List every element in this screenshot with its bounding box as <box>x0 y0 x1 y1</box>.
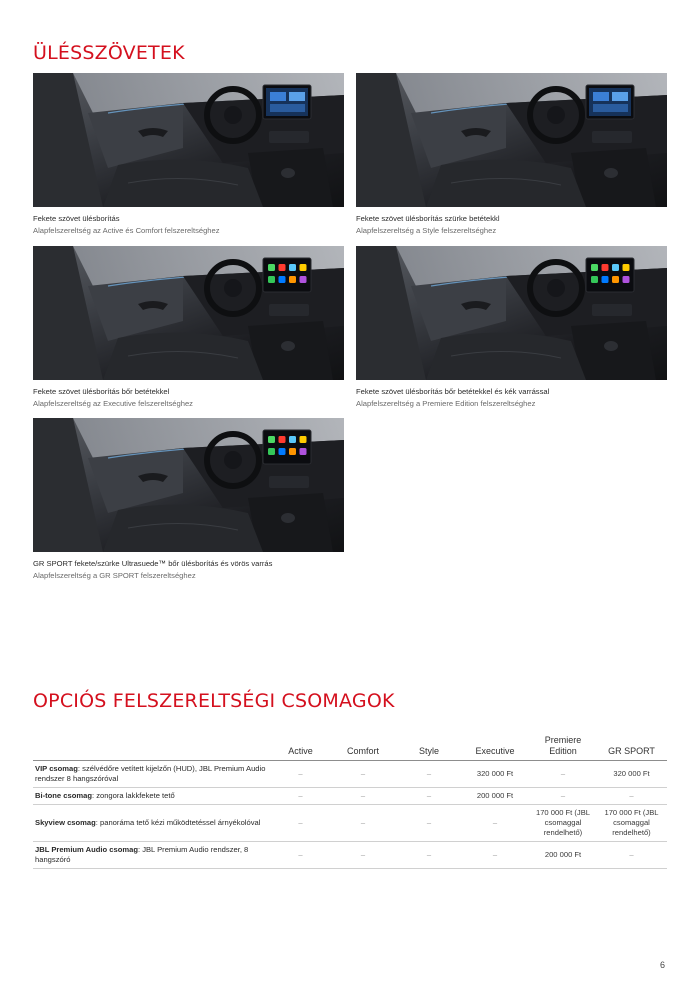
menu-tile-shape <box>593 92 609 101</box>
table-row <box>33 761 667 788</box>
packages-section-title: OPCIÓS FELSZERELTSÉGI CSOMAGOK <box>33 690 395 712</box>
package-name: Bi-tone csomag <box>35 791 92 800</box>
app-tile-shape <box>300 436 307 443</box>
seat-option-card <box>33 246 344 410</box>
package-name: VIP csomag <box>35 764 78 773</box>
seat-option-card <box>33 73 344 237</box>
package-description: : panoráma tető kézi működtetéssel árnyékolóval <box>95 818 261 827</box>
table-cell: 200 000 Ft <box>530 842 596 869</box>
gear-knob-shape <box>604 168 618 178</box>
app-tile-shape <box>612 264 619 271</box>
package-name: JBL Premium Audio csomag <box>35 845 138 854</box>
menu-bar-shape <box>593 104 628 112</box>
table-cell: – <box>273 788 328 805</box>
seat-option-subtitle: Alapfelszereltség a Premiere Edition felszereltséghez <box>356 399 536 408</box>
seat-option-name: Fekete szövet ülésborítás bőr betétekkel <box>33 387 170 396</box>
climate-control-shape <box>269 304 309 316</box>
app-tile-shape <box>612 276 619 283</box>
seat-option-name: Fekete szövet ülésborítás szürke betétekkl <box>356 214 500 223</box>
package-name-cell <box>33 805 273 842</box>
gear-knob-shape <box>604 341 618 351</box>
table-header-cell: Style <box>398 735 460 761</box>
table-row <box>33 805 667 842</box>
door-trim-shape <box>411 276 506 341</box>
interior-illustration <box>33 246 344 380</box>
app-tile-shape <box>289 448 296 455</box>
seat-option-name: Fekete szövet ülésborítás bőr betétekkel és kék varrással <box>356 387 550 396</box>
steering-hub-shape <box>224 106 242 124</box>
steering-hub-shape <box>224 451 242 469</box>
seat-shape <box>103 505 263 552</box>
menu-tile-shape <box>270 92 286 101</box>
gear-knob-shape <box>281 168 295 178</box>
seat-shape <box>426 160 586 207</box>
app-tile-shape <box>279 448 286 455</box>
interior-illustration <box>33 73 344 207</box>
app-tile-shape <box>268 436 275 443</box>
table-cell: – <box>328 805 398 842</box>
seats-section-title: ÜLÉSSZÖVETEK <box>33 42 185 64</box>
door-trim-shape <box>88 448 183 513</box>
seat-option-subtitle: Alapfelszereltség az Active és Comfort felszereltséghez <box>33 226 220 235</box>
interior-photo <box>33 418 344 552</box>
table-cell: – <box>398 805 460 842</box>
seat-option-card <box>356 73 667 237</box>
table-cell: – <box>530 788 596 805</box>
seat-option-subtitle: Alapfelszereltség az Executive felszereltséghez <box>33 399 193 408</box>
app-tile-shape <box>268 448 275 455</box>
table-cell: – <box>398 788 460 805</box>
table-row <box>33 842 667 869</box>
table-cell: – <box>328 842 398 869</box>
table-cell: 320 000 Ft <box>460 761 530 788</box>
table-row <box>33 788 667 805</box>
package-description: : zongora lakkfekete tető <box>91 791 175 800</box>
table-header-cell: Comfort <box>328 735 398 761</box>
package-name-cell <box>33 842 273 869</box>
app-tile-shape <box>623 276 630 283</box>
package-name: Skyview csomag <box>35 818 96 827</box>
seat-option-card <box>33 418 344 582</box>
menu-tile-shape <box>612 92 628 101</box>
app-tile-shape <box>300 276 307 283</box>
climate-control-shape <box>592 304 632 316</box>
infotainment-screen <box>586 258 634 292</box>
table-cell: – <box>398 842 460 869</box>
seat-option-name: Fekete szövet ülésborítás <box>33 214 120 223</box>
menu-tile-shape <box>289 92 305 101</box>
seat-option-name: GR SPORT fekete/szürke Ultrasuede™ bőr ülésborítás és vörös varrás <box>33 559 273 568</box>
interior-illustration <box>33 418 344 552</box>
interior-photo <box>356 246 667 380</box>
package-name-cell <box>33 788 273 805</box>
table-cell: – <box>530 761 596 788</box>
app-tile-shape <box>591 276 598 283</box>
seat-shape <box>103 160 263 207</box>
package-description: : szélvédőre vetített kijelzőn (HUD), JBL Premium Audio rendszer 8 hangszóróval <box>35 764 266 783</box>
table-header-empty <box>33 735 273 761</box>
app-tile-shape <box>602 264 609 271</box>
gear-knob-shape <box>281 513 295 523</box>
app-tile-shape <box>279 436 286 443</box>
app-tile-shape <box>289 276 296 283</box>
table-cell: – <box>460 842 530 869</box>
seat-shape <box>426 333 586 380</box>
package-name-cell <box>33 761 273 788</box>
app-tile-shape <box>602 276 609 283</box>
app-tile-shape <box>300 448 307 455</box>
interior-photo <box>33 73 344 207</box>
climate-control-shape <box>269 131 309 143</box>
table-cell: – <box>273 761 328 788</box>
steering-hub-shape <box>547 106 565 124</box>
table-cell: – <box>596 842 667 869</box>
interior-photo <box>356 73 667 207</box>
table-cell: – <box>273 805 328 842</box>
door-trim-shape <box>411 103 506 168</box>
infotainment-screen <box>263 430 311 464</box>
seat-option-card <box>356 246 667 410</box>
packages-table <box>33 735 667 869</box>
steering-hub-shape <box>224 279 242 297</box>
app-tile-shape <box>289 264 296 271</box>
gear-knob-shape <box>281 341 295 351</box>
app-tile-shape <box>279 264 286 271</box>
climate-control-shape <box>592 131 632 143</box>
app-tile-shape <box>300 264 307 271</box>
door-trim-shape <box>88 276 183 341</box>
menu-bar-shape <box>270 104 305 112</box>
interior-illustration <box>356 73 667 207</box>
table-cell: 320 000 Ft <box>596 761 667 788</box>
steering-hub-shape <box>547 279 565 297</box>
infotainment-screen <box>263 258 311 292</box>
table-cell: – <box>398 761 460 788</box>
package-description: : JBL Premium Audio rendszer, 8 hangszóró <box>35 845 249 864</box>
app-tile-shape <box>268 264 275 271</box>
table-header-row <box>33 735 667 761</box>
table-cell: 200 000 Ft <box>460 788 530 805</box>
app-tile-shape <box>279 276 286 283</box>
page-number: 6 <box>660 960 666 970</box>
table-cell: – <box>328 788 398 805</box>
interior-illustration <box>356 246 667 380</box>
table-cell: 170 000 Ft (JBL csomaggal rendelhető) <box>530 805 596 842</box>
climate-control-shape <box>269 476 309 488</box>
seat-shape <box>103 333 263 380</box>
door-trim-shape <box>88 103 183 168</box>
table-cell: – <box>273 842 328 869</box>
table-header-cell: Active <box>273 735 328 761</box>
app-tile-shape <box>591 264 598 271</box>
table-header-cell: Executive <box>460 735 530 761</box>
table-cell: – <box>596 788 667 805</box>
table-header-cell: Premiere Edition <box>530 735 596 761</box>
table-cell: – <box>460 805 530 842</box>
table-cell: – <box>328 761 398 788</box>
app-tile-shape <box>289 436 296 443</box>
table-header-cell: GR SPORT <box>596 735 667 761</box>
interior-photo <box>33 246 344 380</box>
app-tile-shape <box>268 276 275 283</box>
seat-option-subtitle: Alapfelszereltség a GR SPORT felszereltséghez <box>33 571 196 580</box>
seat-option-subtitle: Alapfelszereltség a Style felszereltséghez <box>356 226 497 235</box>
table-cell: 170 000 Ft (JBL csomaggal rendelhető) <box>596 805 667 842</box>
app-tile-shape <box>623 264 630 271</box>
